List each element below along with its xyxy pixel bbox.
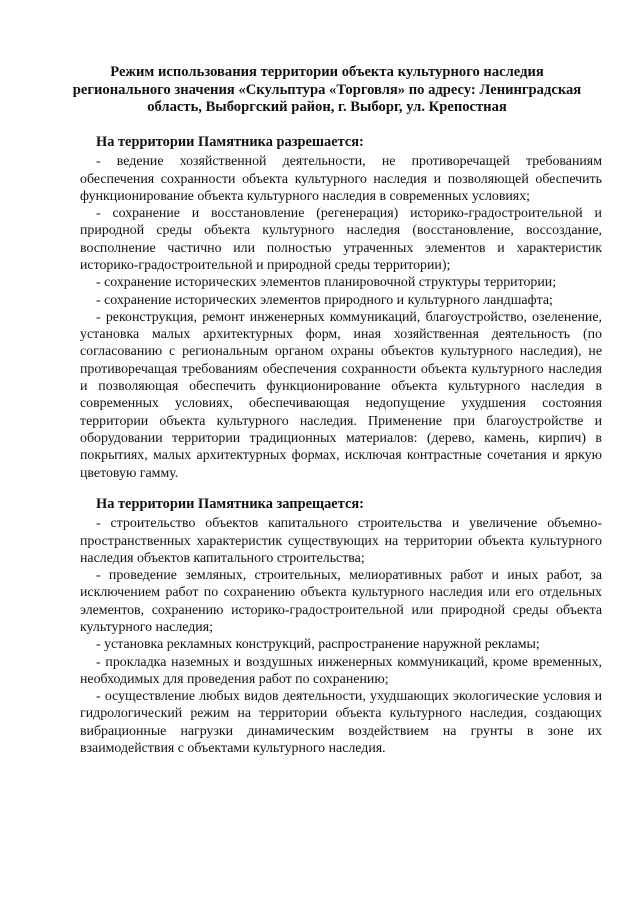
document-title: Режим использования территории объекта культурного наследия регионального значения «Скульптура «Торговля» по адресу: Ленинградская область, Выборгский район, г. Выборг, ул. Крепостная: [72, 64, 582, 115]
forbidden-item: - установка рекламных конструкций, распространение наружной рекламы;: [96, 637, 540, 653]
allowed-heading: На территории Памятника разрешается:: [96, 134, 364, 150]
forbidden-item: - строительство объектов капитального строительства и увеличение объемно-пространственных характеристик существующих на территории объекта культурного наследия объектов капитального строительства;: [80, 516, 602, 566]
allowed-item: - ведение хозяйственной деятельности, не противоречащей требованиям обеспечения сохранности объекта культурного наследия и позволяющей обеспечить функционирование объекта культурного наследия в современных условиях;: [80, 154, 602, 204]
allowed-item: - реконструкция, ремонт инженерных коммуникаций, благоустройство, озеленение, установка малых архитектурных форм, иная хозяйственная деятельность (по согласованию с региональным органом охраны объектов культурного наследия), не противоречащая требованиям обеспечения сохранности объекта культурного наследия и позволяющая обеспечить функционирование объекта культурного наследия в современных условиях, обеспечивающая недопущение ухудшения состояния территории объекта культурного наследия. Применение при благоустройстве и оборудовании территории традиционных материалов: (дерево, камень, кирпич) в покрытиях, малых архитектурных формах, исключая контрастные сочетания и яркую цветовую гамму.: [80, 309, 602, 481]
forbidden-item: - осуществление любых видов деятельности, ухудшающих экологические условия и гидрологический режим на территории объекта культурного наследия, создающих вибрационные нагрузки динамическим воздействием на грунты в зоне их взаимодействия с объектами культурного наследия.: [80, 689, 602, 757]
forbidden-section: [80, 496, 602, 757]
forbidden-item: - прокладка наземных и воздушных инженерных коммуникаций, кроме временных, необходимых для проведения работ по сохранению;: [80, 654, 602, 687]
allowed-item: - сохранение исторических элементов природного и культурного ландшафта;: [96, 292, 553, 308]
forbidden-item: - проведение земляных, строительных, мелиоративных работ и иных работ, за исключением работ по сохранению объекта культурного наследия или его отдельных элементов, сохранению историко-градостроительной или природной среды объекта культурного наследия;: [80, 568, 602, 635]
allowed-item: - сохранение исторических элементов планировочной структуры территории;: [96, 275, 557, 291]
forbidden-heading: На территории Памятника запрещается:: [96, 496, 364, 512]
allowed-section: [80, 134, 602, 482]
allowed-item: - сохранение и восстановление (регенерация) историко-градостроительной и природной среды объекта культурного наследия (восстановление, воссоздание, восполнение частично или полностью утраченных элементов и характеристик историко-градостроительной и природной среды территории);: [80, 206, 602, 273]
